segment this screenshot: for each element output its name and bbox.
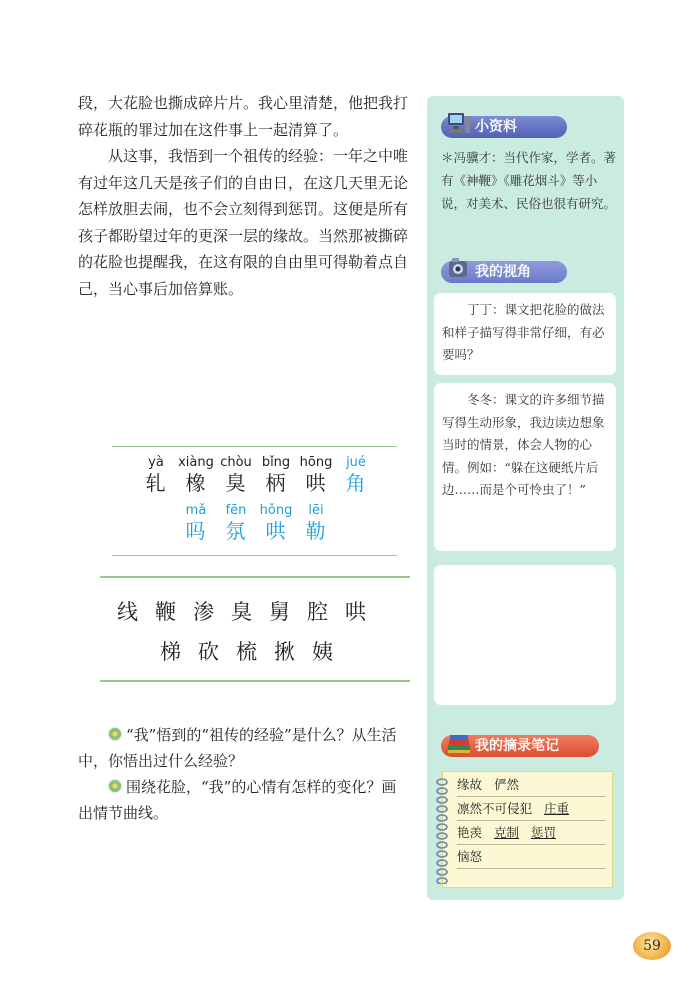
hanzi: 氛 [225,519,247,543]
pinyin-row-1 [136,455,376,495]
hanzi: 轧 [145,471,167,495]
hanzi: 哄 [305,471,327,495]
paragraph-2: 从这事，我悟到一个祖传的经验：一年之中唯有过年这几天是孩子们的自由日，在这几天里无论怎样放胆去闹，也不会立刻得到惩罚。这便是所有孩子都盼望过年的更深一层的缘故。当然那被撕碎的花脸也提醒我，在这有限的自由里可得勒着点自己，当心事后加倍算账。 [78,147,409,298]
note-word: 艳羡 [457,825,483,840]
pinyin: hōng [299,455,333,470]
vocab-item [216,503,256,543]
question-1-text: “我”悟到的“祖传的经验”是什么？从生活中，你悟出过什么经验？ [78,726,397,770]
question-1 [78,722,408,774]
question-2-text: 围绕花脸，“我”的心情有怎样的变化？画出情节曲线。 [78,778,397,822]
note-word: 惩罚 [531,825,557,840]
vocab-item [336,455,376,495]
computer-icon [447,110,471,136]
vocab-item [136,455,176,495]
notebook [442,771,613,888]
note-word: 凛然不可侵犯 [457,801,533,816]
view-header [441,261,567,283]
hanzi: 吗 [185,519,207,543]
hanzi: 橡 [185,471,207,495]
comment-card-dongdong [434,383,616,551]
vocab-item [256,503,296,543]
blank-comment-card[interactable] [434,565,616,705]
pinyin-vocab-box [112,446,397,556]
body-text [78,90,408,302]
pinyin-row-2 [176,503,336,543]
vocab-item [256,455,296,495]
hanzi: 臭 [225,471,247,495]
spiral-binding-icon [435,776,449,884]
chars-line-2: 梯砍梳揪姨 [160,640,350,664]
books-icon [447,729,471,755]
vocab-item [216,455,256,495]
pinyin: yà [148,455,164,470]
note-word: 庄重 [544,801,570,816]
page-number: 59 [633,932,671,960]
flower-icon [108,727,122,741]
hanzi: 柄 [265,471,287,495]
view-title: 我的视角 [475,264,531,280]
hanzi: 角 [345,471,367,495]
vocab-item [296,455,336,495]
sidebar [427,96,624,900]
notes-header [441,735,599,757]
note-word: 克制 [494,825,520,840]
writing-chars-box [100,576,410,682]
comment-card-dingding [434,293,616,375]
pinyin: chòu [220,455,252,470]
notebook-line [457,774,606,797]
pinyin: jué [346,455,366,470]
question-2 [78,774,408,826]
pinyin: lēi [308,503,324,518]
comment-text: 冬冬：课文的许多细节描写得生动形象，我边读边想象当时的情景，体会人物的心情。例如：“躲在这硬纸片后边……而是个可怜虫了！” [442,392,605,497]
pinyin: fēn [225,503,247,518]
info-title: 小资料 [475,119,517,135]
note-word: 俨然 [494,777,520,792]
chars-line-1: 线鞭渗臭舅腔哄 [117,600,383,624]
info-note: ＊冯骥才：当代作家，学者。著有《神鞭》《雕花烟斗》等小说，对美术、民俗也很有研究。 [441,150,617,211]
hanzi: 哄 [265,519,287,543]
notebook-line [457,798,606,821]
questions [78,722,408,826]
pinyin: xiàng [178,455,214,470]
pinyin: bǐng [261,455,291,470]
vocab-item [176,455,216,495]
note-word: 恼怒 [457,849,483,864]
notebook-line [457,822,606,845]
vocab-item [176,503,216,543]
info-header [441,116,567,138]
flower-icon [108,779,122,793]
pinyin: mǎ [185,503,207,518]
vocab-item [296,503,336,543]
camera-icon [447,255,471,281]
pinyin: hǒng [259,503,293,518]
notes-title: 我的摘录笔记 [475,738,559,754]
hanzi: 勒 [305,519,327,543]
note-word: 缘故 [457,777,483,792]
paragraph-1: 段，大花脸也撕成碎片片。我心里清楚，他把我打碎花瓶的罪过加在这件事上一起清算了。 [78,94,409,139]
notebook-line [457,846,606,869]
comment-text: 丁丁：课文把花脸的做法和样子描写得非常仔细，有必要吗？ [442,302,605,362]
